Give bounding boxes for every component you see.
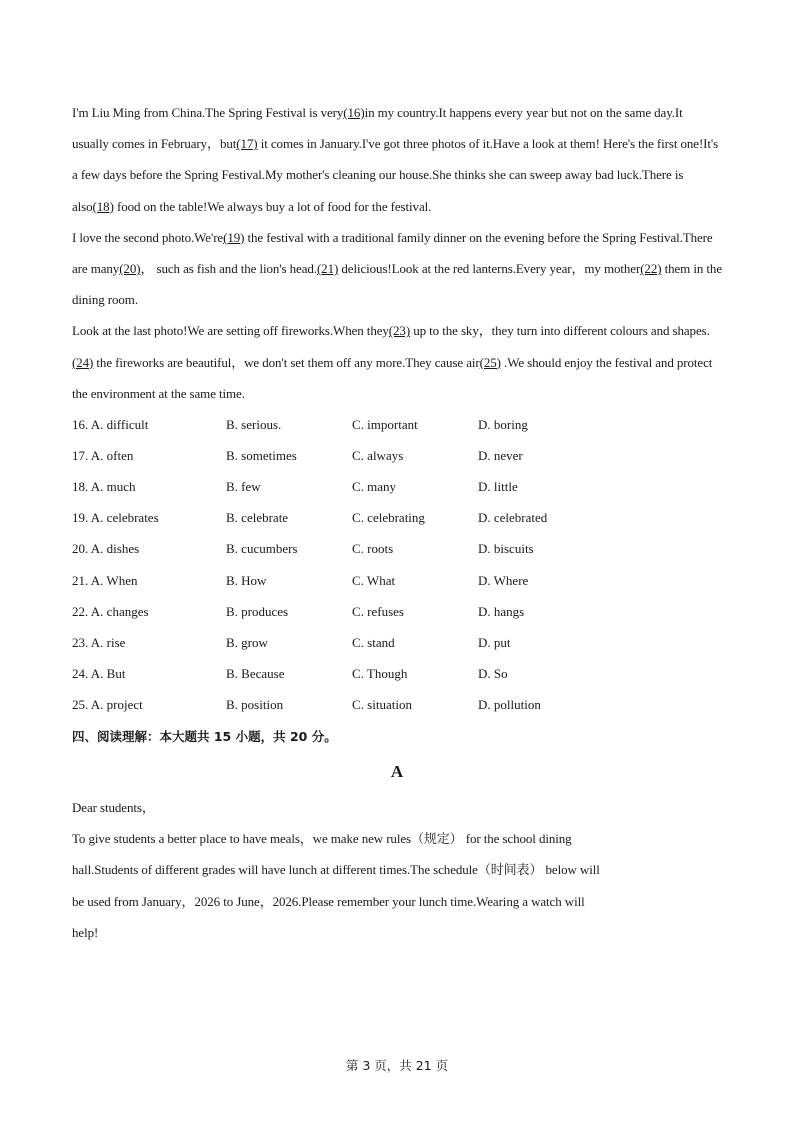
option-d: D. boring <box>478 416 528 432</box>
option-d: D. pollution <box>478 697 541 713</box>
question-16-options <box>72 409 722 440</box>
option-a: 16. A. difficult <box>72 416 149 432</box>
question-21-options <box>72 565 722 596</box>
blank-24: (24) <box>72 354 94 370</box>
text-segment: food on the table!We always buy a lot of food for the festival. <box>113 198 432 214</box>
text-segment: the fireworks are beautiful，we don't set them off any more.They cause air <box>93 354 480 370</box>
option-d: D. never <box>478 447 523 463</box>
option-b: B. celebrate <box>226 510 289 526</box>
text-segment: the festival with a traditional family dinner on the evening before the Spring Festival.There are many <box>72 229 713 277</box>
option-b: B. cucumbers <box>226 541 298 557</box>
option-d: D. celebrated <box>478 510 548 526</box>
option-a: 25. A. project <box>72 697 143 713</box>
question-20-options <box>72 534 722 565</box>
question-24-options <box>72 659 722 690</box>
question-17-options <box>72 440 722 471</box>
option-c: C. situation <box>352 697 412 713</box>
option-b: B. position <box>226 697 284 713</box>
option-a: 20. A. dishes <box>72 541 140 557</box>
text-segment: them in the dining room. <box>72 261 722 308</box>
blank-22: (22) <box>640 261 662 277</box>
option-b: B. How <box>226 572 267 588</box>
option-a: 18. A. much <box>72 479 136 494</box>
blank-20: (20) <box>119 261 141 277</box>
blank-21: (21) <box>316 261 339 277</box>
question-25-options <box>72 690 722 721</box>
option-b: B. few <box>226 479 261 494</box>
text-segment: it comes in January.I've got three photos of it.Have a look at them! Here's the first one!It's a few days before the Spring Festival.My mother's cleaning our house.She thinks she can sweep away bad luck.There is also <box>72 136 719 214</box>
text-segment: .We should enjoy the festival and protect the environment at the same time. <box>72 354 713 401</box>
passage-paragraph-2 <box>72 222 722 316</box>
option-a: 22. A. changes <box>72 603 149 619</box>
blank-23: (23) <box>388 323 411 339</box>
option-d: D. biscuits <box>478 541 534 557</box>
option-d: D. So <box>478 666 508 682</box>
option-a: 23. A. rise <box>72 634 126 650</box>
blank-19: (19) <box>223 229 245 245</box>
passage-paragraph-1 <box>72 97 722 222</box>
letter-body: To give students a better place to have meals，we make new rules（规定） for the school dining hall.Students of different grades will have lunch at different times.The schedule（时间表） below will be used from January，2026 to June，2026.Please remember your lunch time.Wearing a watch will help! <box>72 831 600 940</box>
page-footer: 第 3 页，共 21 页 <box>345 1058 449 1073</box>
option-d: D. little <box>478 479 518 494</box>
option-b: B. grow <box>226 634 268 650</box>
option-d: D. Where <box>478 572 529 588</box>
answer-options <box>72 409 722 721</box>
blank-18: (18) <box>92 198 114 214</box>
blank-25: (25) <box>479 354 501 370</box>
passage-title: A <box>390 761 404 781</box>
letter-greeting: Dear students， <box>72 799 155 815</box>
text-segment: Look at the last photo!We are setting off fireworks.When they <box>72 323 389 339</box>
question-23-options <box>72 627 722 658</box>
option-c: C. always <box>352 447 404 463</box>
blank-16: (16) <box>343 105 365 120</box>
text-segment: delicious!Look at the red lanterns.Every year，my mother <box>338 261 641 277</box>
option-b: B. produces <box>226 603 289 619</box>
option-c: C. roots <box>352 541 394 557</box>
option-b: B. sometimes <box>226 447 297 463</box>
option-a: 17. A. often <box>72 447 134 463</box>
option-b: B. Because <box>226 666 285 682</box>
option-c: C. celebrating <box>352 510 425 526</box>
option-d: D. hangs <box>478 603 525 619</box>
option-c: C. Though <box>352 666 408 682</box>
question-22-options <box>72 596 722 627</box>
letter <box>72 792 602 948</box>
blank-17: (17) <box>236 136 258 152</box>
document-page <box>72 97 722 948</box>
option-c: C. refuses <box>352 603 404 619</box>
question-19-options <box>72 503 722 534</box>
text-segment: I love the second photo.We're <box>72 229 224 245</box>
section-heading: 四、阅读理解：本大题共 15 小题，共 20 分。 <box>72 728 337 744</box>
option-c: C. What <box>352 572 396 588</box>
question-18-options <box>72 471 722 502</box>
option-a: 21. A. When <box>72 572 138 588</box>
text-segment: in my country.It happens every year but not on the same day.It usually comes in February，but <box>72 105 683 152</box>
option-c: C. many <box>352 479 397 494</box>
option-d: D. put <box>478 634 511 650</box>
option-a: 19. A. celebrates <box>72 510 159 526</box>
cloze-passage <box>72 97 722 409</box>
text-segment: I'm Liu Ming from China.The Spring Festival is very <box>72 105 344 120</box>
option-c: C. stand <box>352 634 395 650</box>
option-c: C. important <box>352 416 418 432</box>
text-segment: up to the sky，they turn into different colours and shapes. <box>410 323 710 339</box>
option-b: B. serious. <box>226 416 282 432</box>
option-a: 24. A. But <box>72 666 126 682</box>
text-segment: ， such as fish and the lion's head. <box>140 261 317 277</box>
passage-paragraph-3 <box>72 315 722 409</box>
